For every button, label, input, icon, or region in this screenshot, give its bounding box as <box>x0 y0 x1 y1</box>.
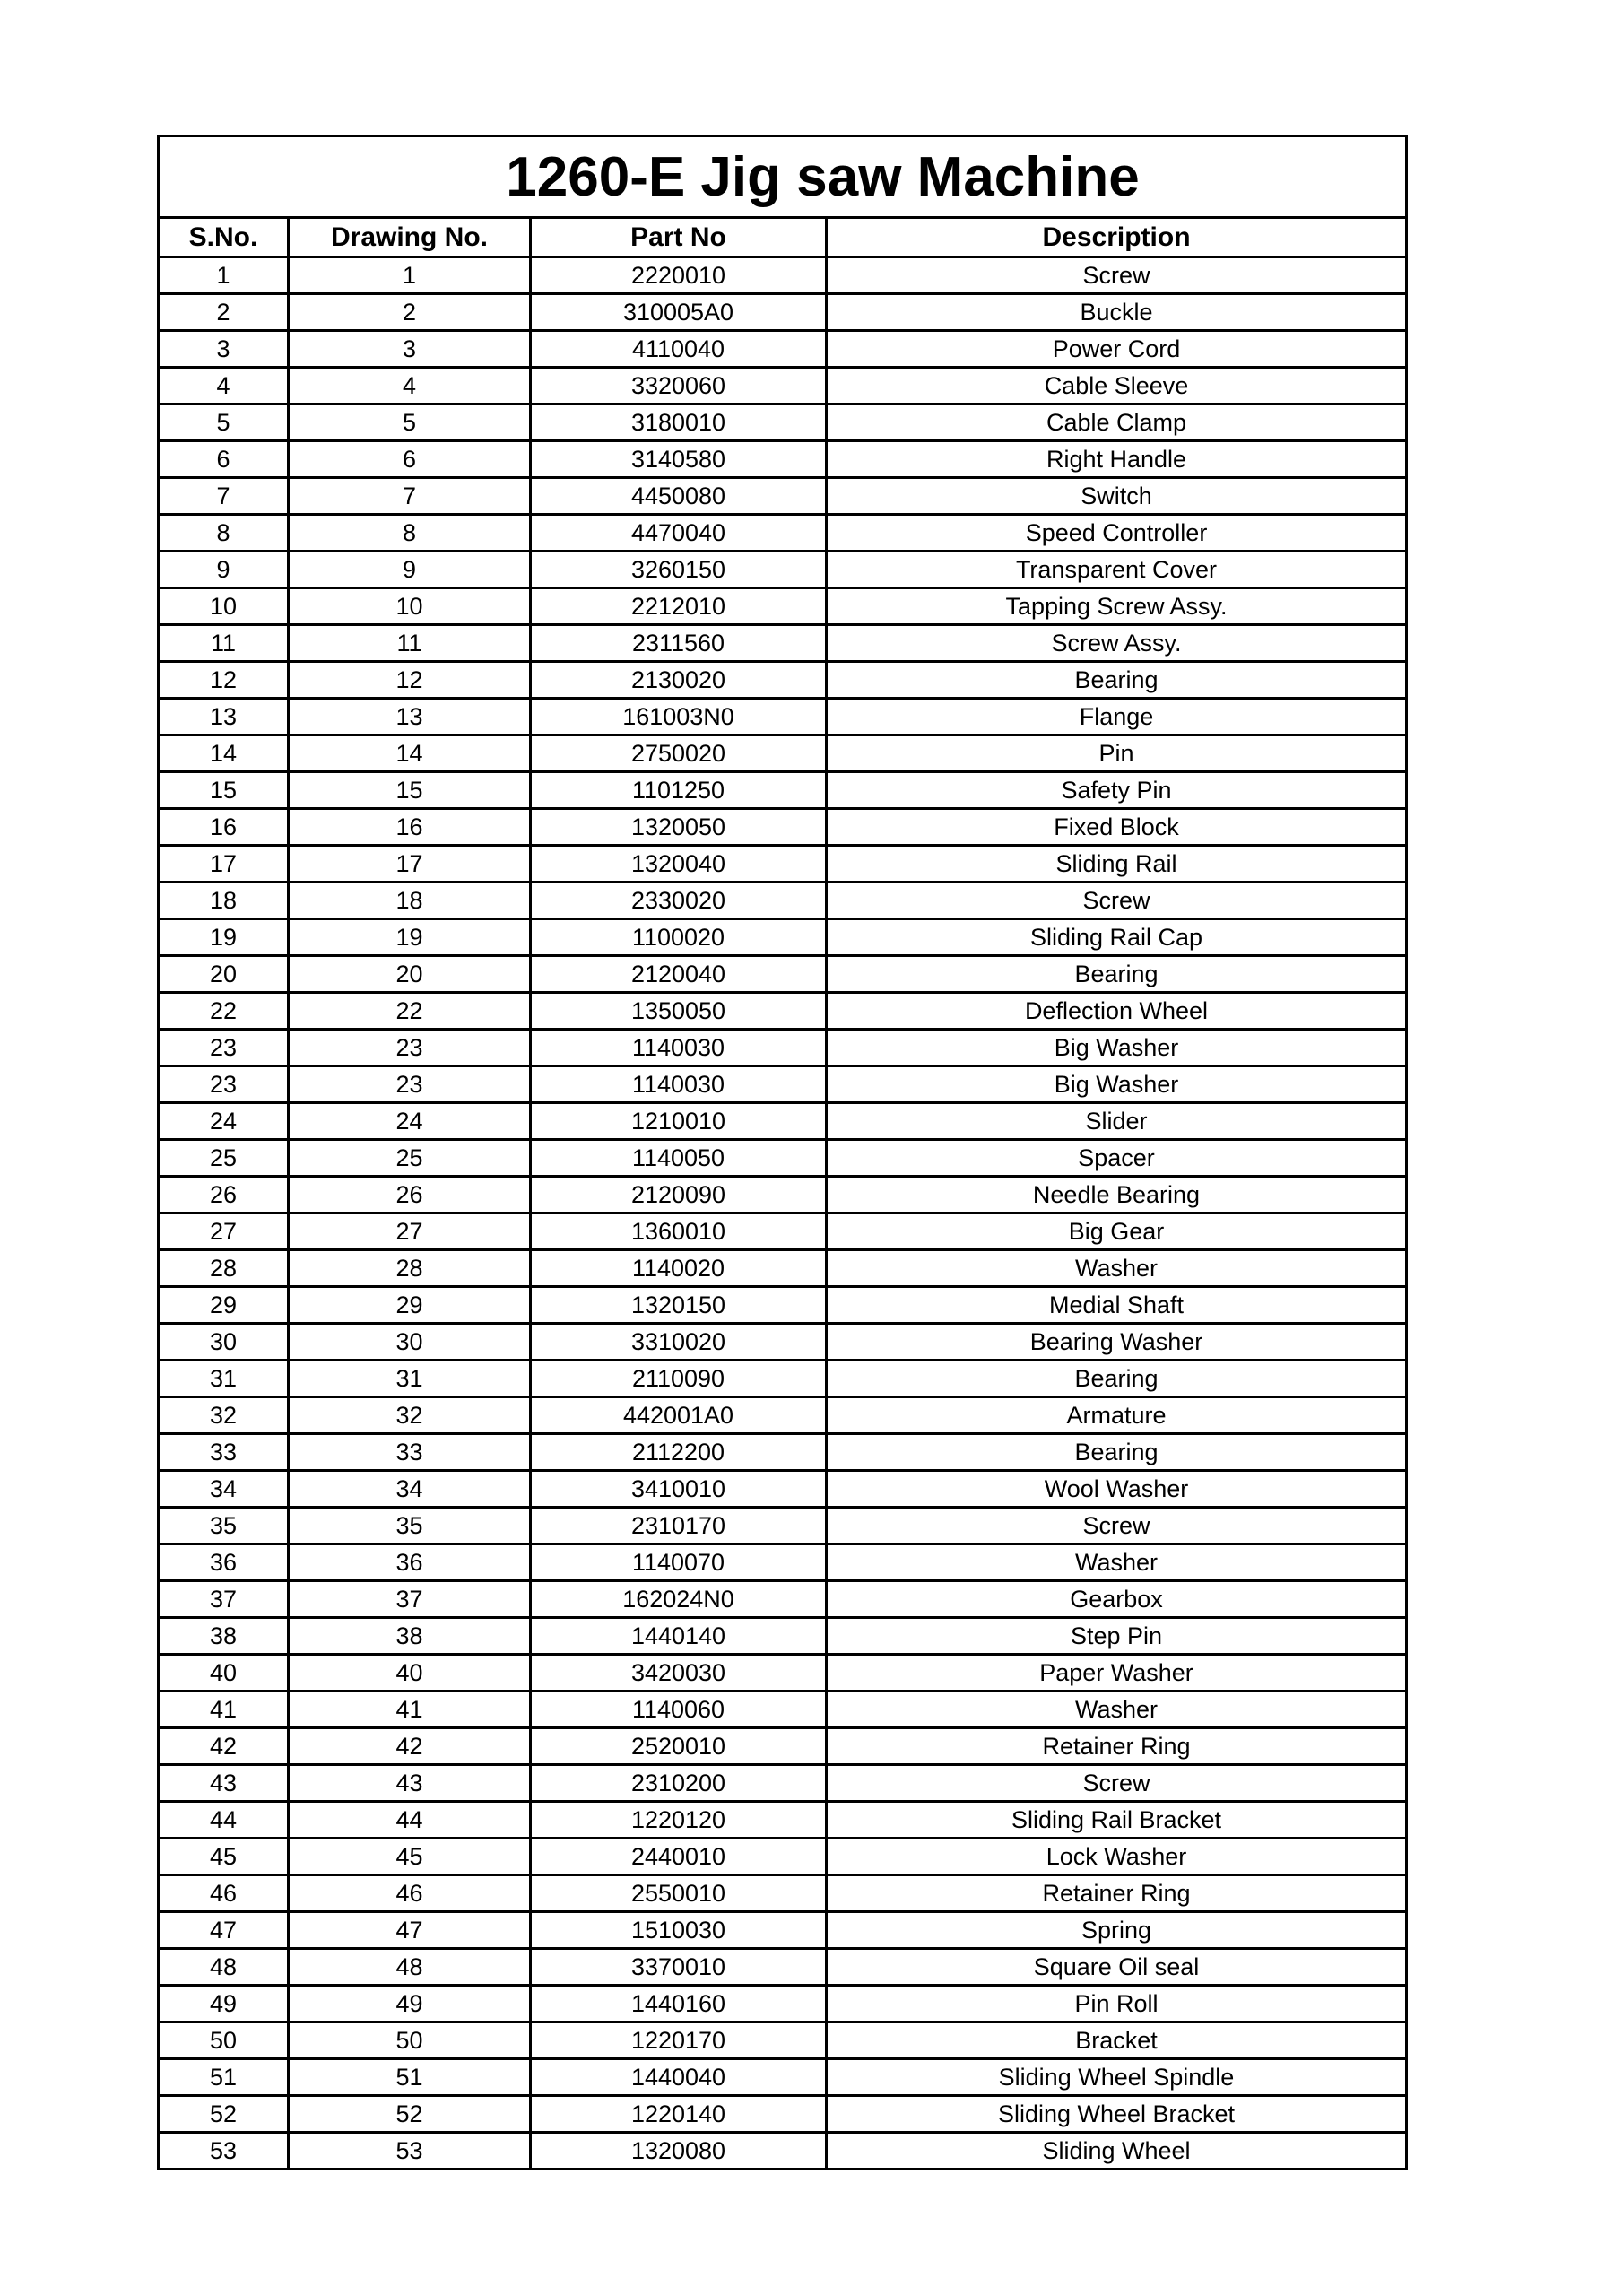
table-row <box>159 1986 1407 2022</box>
cell-part-no: 1140050 <box>531 1140 827 1177</box>
cell-drawing-no: 2 <box>289 294 531 331</box>
cell-sno: 37 <box>159 1581 289 1618</box>
table-row <box>159 2133 1407 2170</box>
cell-sno: 36 <box>159 1544 289 1581</box>
cell-description: Washer <box>827 1544 1407 1581</box>
cell-part-no: 1220140 <box>531 2096 827 2133</box>
cell-drawing-no: 10 <box>289 588 531 625</box>
cell-part-no: 3260150 <box>531 552 827 588</box>
cell-sno: 33 <box>159 1434 289 1471</box>
cell-sno: 18 <box>159 883 289 919</box>
column-header-part-no: Part No <box>531 218 827 257</box>
table-row <box>159 1544 1407 1581</box>
table-row <box>159 883 1407 919</box>
cell-drawing-no: 23 <box>289 1030 531 1066</box>
cell-sno: 28 <box>159 1250 289 1287</box>
cell-description: Bearing <box>827 662 1407 699</box>
cell-drawing-no: 50 <box>289 2022 531 2059</box>
cell-part-no: 1510030 <box>531 1912 827 1949</box>
table-row <box>159 2022 1407 2059</box>
cell-sno: 12 <box>159 662 289 699</box>
cell-part-no: 1220120 <box>531 1802 827 1839</box>
table-row <box>159 1140 1407 1177</box>
cell-drawing-no: 23 <box>289 1066 531 1103</box>
cell-description: Sliding Wheel Bracket <box>827 2096 1407 2133</box>
cell-drawing-no: 4 <box>289 368 531 404</box>
cell-part-no: 3140580 <box>531 441 827 478</box>
cell-part-no: 3370010 <box>531 1949 827 1986</box>
cell-sno: 16 <box>159 809 289 846</box>
cell-part-no: 1220170 <box>531 2022 827 2059</box>
cell-sno: 23 <box>159 1030 289 1066</box>
cell-sno: 20 <box>159 956 289 993</box>
table-row <box>159 735 1407 772</box>
cell-description: Step Pin <box>827 1618 1407 1655</box>
cell-drawing-no: 30 <box>289 1324 531 1361</box>
cell-description: Needle Bearing <box>827 1177 1407 1213</box>
parts-table <box>157 135 1408 2170</box>
header-row <box>159 218 1407 257</box>
cell-description: Right Handle <box>827 441 1407 478</box>
cell-drawing-no: 34 <box>289 1471 531 1508</box>
table-row <box>159 1287 1407 1324</box>
cell-description: Power Cord <box>827 331 1407 368</box>
cell-drawing-no: 13 <box>289 699 531 735</box>
title-row <box>159 136 1407 218</box>
cell-description: Sliding Rail Cap <box>827 919 1407 956</box>
cell-description: Spring <box>827 1912 1407 1949</box>
cell-drawing-no: 18 <box>289 883 531 919</box>
cell-sno: 45 <box>159 1839 289 1875</box>
cell-part-no: 2440010 <box>531 1839 827 1875</box>
cell-description: Pin Roll <box>827 1986 1407 2022</box>
cell-drawing-no: 48 <box>289 1949 531 1986</box>
cell-part-no: 161003N0 <box>531 699 827 735</box>
cell-sno: 27 <box>159 1213 289 1250</box>
cell-sno: 19 <box>159 919 289 956</box>
cell-part-no: 4470040 <box>531 515 827 552</box>
cell-description: Screw <box>827 1765 1407 1802</box>
cell-drawing-no: 25 <box>289 1140 531 1177</box>
cell-sno: 24 <box>159 1103 289 1140</box>
cell-part-no: 2220010 <box>531 257 827 294</box>
cell-sno: 23 <box>159 1066 289 1103</box>
cell-description: Slider <box>827 1103 1407 1140</box>
cell-description: Retainer Ring <box>827 1728 1407 1765</box>
cell-drawing-no: 28 <box>289 1250 531 1287</box>
cell-sno: 8 <box>159 515 289 552</box>
cell-part-no: 2130020 <box>531 662 827 699</box>
cell-part-no: 1210010 <box>531 1103 827 1140</box>
cell-part-no: 2310170 <box>531 1508 827 1544</box>
cell-description: Lock Washer <box>827 1839 1407 1875</box>
cell-description: Screw <box>827 883 1407 919</box>
cell-drawing-no: 3 <box>289 331 531 368</box>
cell-drawing-no: 22 <box>289 993 531 1030</box>
cell-description: Washer <box>827 1250 1407 1287</box>
cell-part-no: 1320150 <box>531 1287 827 1324</box>
cell-part-no: 1101250 <box>531 772 827 809</box>
cell-part-no: 4110040 <box>531 331 827 368</box>
cell-description: Retainer Ring <box>827 1875 1407 1912</box>
cell-sno: 2 <box>159 294 289 331</box>
cell-description: Screw Assy. <box>827 625 1407 662</box>
cell-part-no: 1440140 <box>531 1618 827 1655</box>
cell-description: Bearing Washer <box>827 1324 1407 1361</box>
cell-sno: 40 <box>159 1655 289 1692</box>
table-row <box>159 699 1407 735</box>
table-row <box>159 1324 1407 1361</box>
cell-drawing-no: 19 <box>289 919 531 956</box>
cell-sno: 50 <box>159 2022 289 2059</box>
cell-description: Safety Pin <box>827 772 1407 809</box>
table-row <box>159 1655 1407 1692</box>
table-row <box>159 1471 1407 1508</box>
cell-sno: 4 <box>159 368 289 404</box>
cell-drawing-no: 45 <box>289 1839 531 1875</box>
cell-sno: 43 <box>159 1765 289 1802</box>
table-row <box>159 1508 1407 1544</box>
cell-sno: 11 <box>159 625 289 662</box>
table-row <box>159 1103 1407 1140</box>
cell-description: Flange <box>827 699 1407 735</box>
cell-part-no: 2520010 <box>531 1728 827 1765</box>
cell-description: Tapping Screw Assy. <box>827 588 1407 625</box>
cell-part-no: 2110090 <box>531 1361 827 1397</box>
cell-drawing-no: 52 <box>289 2096 531 2133</box>
cell-description: Transparent Cover <box>827 552 1407 588</box>
cell-description: Medial Shaft <box>827 1287 1407 1324</box>
table-row <box>159 1912 1407 1949</box>
cell-description: Screw <box>827 257 1407 294</box>
cell-drawing-no: 29 <box>289 1287 531 1324</box>
cell-sno: 5 <box>159 404 289 441</box>
table-row <box>159 919 1407 956</box>
cell-sno: 31 <box>159 1361 289 1397</box>
cell-drawing-no: 44 <box>289 1802 531 1839</box>
cell-sno: 10 <box>159 588 289 625</box>
table-row <box>159 1581 1407 1618</box>
table-row <box>159 993 1407 1030</box>
cell-part-no: 1320040 <box>531 846 827 883</box>
cell-sno: 49 <box>159 1986 289 2022</box>
cell-part-no: 2550010 <box>531 1875 827 1912</box>
cell-part-no: 3410010 <box>531 1471 827 1508</box>
cell-sno: 26 <box>159 1177 289 1213</box>
cell-sno: 25 <box>159 1140 289 1177</box>
cell-part-no: 1440040 <box>531 2059 827 2096</box>
cell-sno: 13 <box>159 699 289 735</box>
cell-part-no: 1140070 <box>531 1544 827 1581</box>
cell-sno: 17 <box>159 846 289 883</box>
cell-description: Big Washer <box>827 1030 1407 1066</box>
table-row <box>159 809 1407 846</box>
cell-description: Switch <box>827 478 1407 515</box>
cell-drawing-no: 46 <box>289 1875 531 1912</box>
table-row <box>159 1728 1407 1765</box>
cell-part-no: 2311560 <box>531 625 827 662</box>
table-row <box>159 1802 1407 1839</box>
cell-part-no: 310005A0 <box>531 294 827 331</box>
cell-part-no: 1320050 <box>531 809 827 846</box>
cell-sno: 9 <box>159 552 289 588</box>
column-header-drawing-no: Drawing No. <box>289 218 531 257</box>
table-row <box>159 846 1407 883</box>
page-title: 1260-E Jig saw Machine <box>159 136 1407 218</box>
cell-drawing-no: 51 <box>289 2059 531 2096</box>
cell-description: Deflection Wheel <box>827 993 1407 1030</box>
cell-sno: 48 <box>159 1949 289 1986</box>
cell-sno: 53 <box>159 2133 289 2170</box>
cell-part-no: 2120090 <box>531 1177 827 1213</box>
table-row <box>159 1066 1407 1103</box>
table-row <box>159 1875 1407 1912</box>
table-row <box>159 1618 1407 1655</box>
cell-sno: 47 <box>159 1912 289 1949</box>
cell-drawing-no: 37 <box>289 1581 531 1618</box>
cell-part-no: 2310200 <box>531 1765 827 1802</box>
cell-drawing-no: 31 <box>289 1361 531 1397</box>
table-row <box>159 2096 1407 2133</box>
cell-description: Sliding Rail <box>827 846 1407 883</box>
cell-drawing-no: 33 <box>289 1434 531 1471</box>
cell-description: Square Oil seal <box>827 1949 1407 1986</box>
cell-sno: 1 <box>159 257 289 294</box>
cell-drawing-no: 1 <box>289 257 531 294</box>
table-row <box>159 1765 1407 1802</box>
table-row <box>159 1177 1407 1213</box>
table-row <box>159 772 1407 809</box>
table-row <box>159 404 1407 441</box>
cell-description: Paper Washer <box>827 1655 1407 1692</box>
table-row <box>159 1213 1407 1250</box>
cell-description: Bearing <box>827 1361 1407 1397</box>
table-row <box>159 1839 1407 1875</box>
cell-part-no: 1140030 <box>531 1066 827 1103</box>
cell-part-no: 162024N0 <box>531 1581 827 1618</box>
cell-description: Sliding Wheel Spindle <box>827 2059 1407 2096</box>
column-header-sno: S.No. <box>159 218 289 257</box>
cell-sno: 41 <box>159 1692 289 1728</box>
table-row <box>159 1250 1407 1287</box>
cell-part-no: 1100020 <box>531 919 827 956</box>
cell-description: Big Washer <box>827 1066 1407 1103</box>
table-row <box>159 588 1407 625</box>
cell-drawing-no: 53 <box>289 2133 531 2170</box>
cell-drawing-no: 12 <box>289 662 531 699</box>
cell-drawing-no: 11 <box>289 625 531 662</box>
cell-drawing-no: 38 <box>289 1618 531 1655</box>
cell-sno: 30 <box>159 1324 289 1361</box>
cell-drawing-no: 36 <box>289 1544 531 1581</box>
table-row <box>159 294 1407 331</box>
cell-sno: 44 <box>159 1802 289 1839</box>
cell-drawing-no: 15 <box>289 772 531 809</box>
cell-drawing-no: 14 <box>289 735 531 772</box>
cell-part-no: 3180010 <box>531 404 827 441</box>
table-row <box>159 1030 1407 1066</box>
cell-description: Washer <box>827 1692 1407 1728</box>
cell-sno: 38 <box>159 1618 289 1655</box>
cell-description: Sliding Rail Bracket <box>827 1802 1407 1839</box>
cell-drawing-no: 49 <box>289 1986 531 2022</box>
cell-part-no: 2212010 <box>531 588 827 625</box>
cell-part-no: 2330020 <box>531 883 827 919</box>
cell-description: Fixed Block <box>827 809 1407 846</box>
cell-drawing-no: 41 <box>289 1692 531 1728</box>
cell-sno: 7 <box>159 478 289 515</box>
cell-drawing-no: 35 <box>289 1508 531 1544</box>
cell-description: Bracket <box>827 2022 1407 2059</box>
cell-sno: 42 <box>159 1728 289 1765</box>
table-row <box>159 1692 1407 1728</box>
cell-drawing-no: 26 <box>289 1177 531 1213</box>
cell-part-no: 3310020 <box>531 1324 827 1361</box>
cell-sno: 22 <box>159 993 289 1030</box>
cell-description: Wool Washer <box>827 1471 1407 1508</box>
cell-description: Cable Clamp <box>827 404 1407 441</box>
cell-drawing-no: 8 <box>289 515 531 552</box>
cell-drawing-no: 40 <box>289 1655 531 1692</box>
cell-drawing-no: 24 <box>289 1103 531 1140</box>
cell-sno: 32 <box>159 1397 289 1434</box>
cell-sno: 6 <box>159 441 289 478</box>
cell-drawing-no: 5 <box>289 404 531 441</box>
cell-description: Big Gear <box>827 1213 1407 1250</box>
table-row <box>159 552 1407 588</box>
cell-part-no: 2120040 <box>531 956 827 993</box>
cell-sno: 52 <box>159 2096 289 2133</box>
table-row <box>159 1434 1407 1471</box>
table-row <box>159 331 1407 368</box>
column-header-description: Description <box>827 218 1407 257</box>
cell-description: Cable Sleeve <box>827 368 1407 404</box>
cell-part-no: 1140030 <box>531 1030 827 1066</box>
cell-description: Gearbox <box>827 1581 1407 1618</box>
cell-description: Pin <box>827 735 1407 772</box>
cell-description: Bearing <box>827 1434 1407 1471</box>
cell-description: Speed Controller <box>827 515 1407 552</box>
cell-drawing-no: 32 <box>289 1397 531 1434</box>
table-row <box>159 368 1407 404</box>
cell-drawing-no: 47 <box>289 1912 531 1949</box>
cell-part-no: 1360010 <box>531 1213 827 1250</box>
cell-drawing-no: 17 <box>289 846 531 883</box>
cell-sno: 14 <box>159 735 289 772</box>
cell-part-no: 3420030 <box>531 1655 827 1692</box>
cell-sno: 3 <box>159 331 289 368</box>
cell-part-no: 2750020 <box>531 735 827 772</box>
cell-sno: 29 <box>159 1287 289 1324</box>
cell-part-no: 1350050 <box>531 993 827 1030</box>
cell-drawing-no: 9 <box>289 552 531 588</box>
cell-drawing-no: 43 <box>289 1765 531 1802</box>
cell-drawing-no: 27 <box>289 1213 531 1250</box>
cell-part-no: 1140020 <box>531 1250 827 1287</box>
cell-sno: 34 <box>159 1471 289 1508</box>
table-body <box>159 257 1407 2170</box>
cell-part-no: 3320060 <box>531 368 827 404</box>
cell-description: Sliding Wheel <box>827 2133 1407 2170</box>
cell-drawing-no: 6 <box>289 441 531 478</box>
table-row <box>159 1361 1407 1397</box>
cell-sno: 51 <box>159 2059 289 2096</box>
cell-description: Armature <box>827 1397 1407 1434</box>
table-row <box>159 478 1407 515</box>
cell-part-no: 1440160 <box>531 1986 827 2022</box>
cell-description: Buckle <box>827 294 1407 331</box>
table-row <box>159 625 1407 662</box>
cell-description: Screw <box>827 1508 1407 1544</box>
table-row <box>159 956 1407 993</box>
cell-part-no: 1140060 <box>531 1692 827 1728</box>
cell-sno: 46 <box>159 1875 289 1912</box>
cell-description: Bearing <box>827 956 1407 993</box>
cell-part-no: 442001A0 <box>531 1397 827 1434</box>
cell-sno: 35 <box>159 1508 289 1544</box>
cell-part-no: 1320080 <box>531 2133 827 2170</box>
table-row <box>159 515 1407 552</box>
cell-part-no: 4450080 <box>531 478 827 515</box>
cell-drawing-no: 42 <box>289 1728 531 1765</box>
table-row <box>159 1949 1407 1986</box>
cell-part-no: 2112200 <box>531 1434 827 1471</box>
cell-drawing-no: 20 <box>289 956 531 993</box>
cell-drawing-no: 16 <box>289 809 531 846</box>
table-row <box>159 1397 1407 1434</box>
cell-drawing-no: 7 <box>289 478 531 515</box>
table-row <box>159 2059 1407 2096</box>
table-row <box>159 257 1407 294</box>
cell-description: Spacer <box>827 1140 1407 1177</box>
table-row <box>159 662 1407 699</box>
cell-sno: 15 <box>159 772 289 809</box>
table-row <box>159 441 1407 478</box>
